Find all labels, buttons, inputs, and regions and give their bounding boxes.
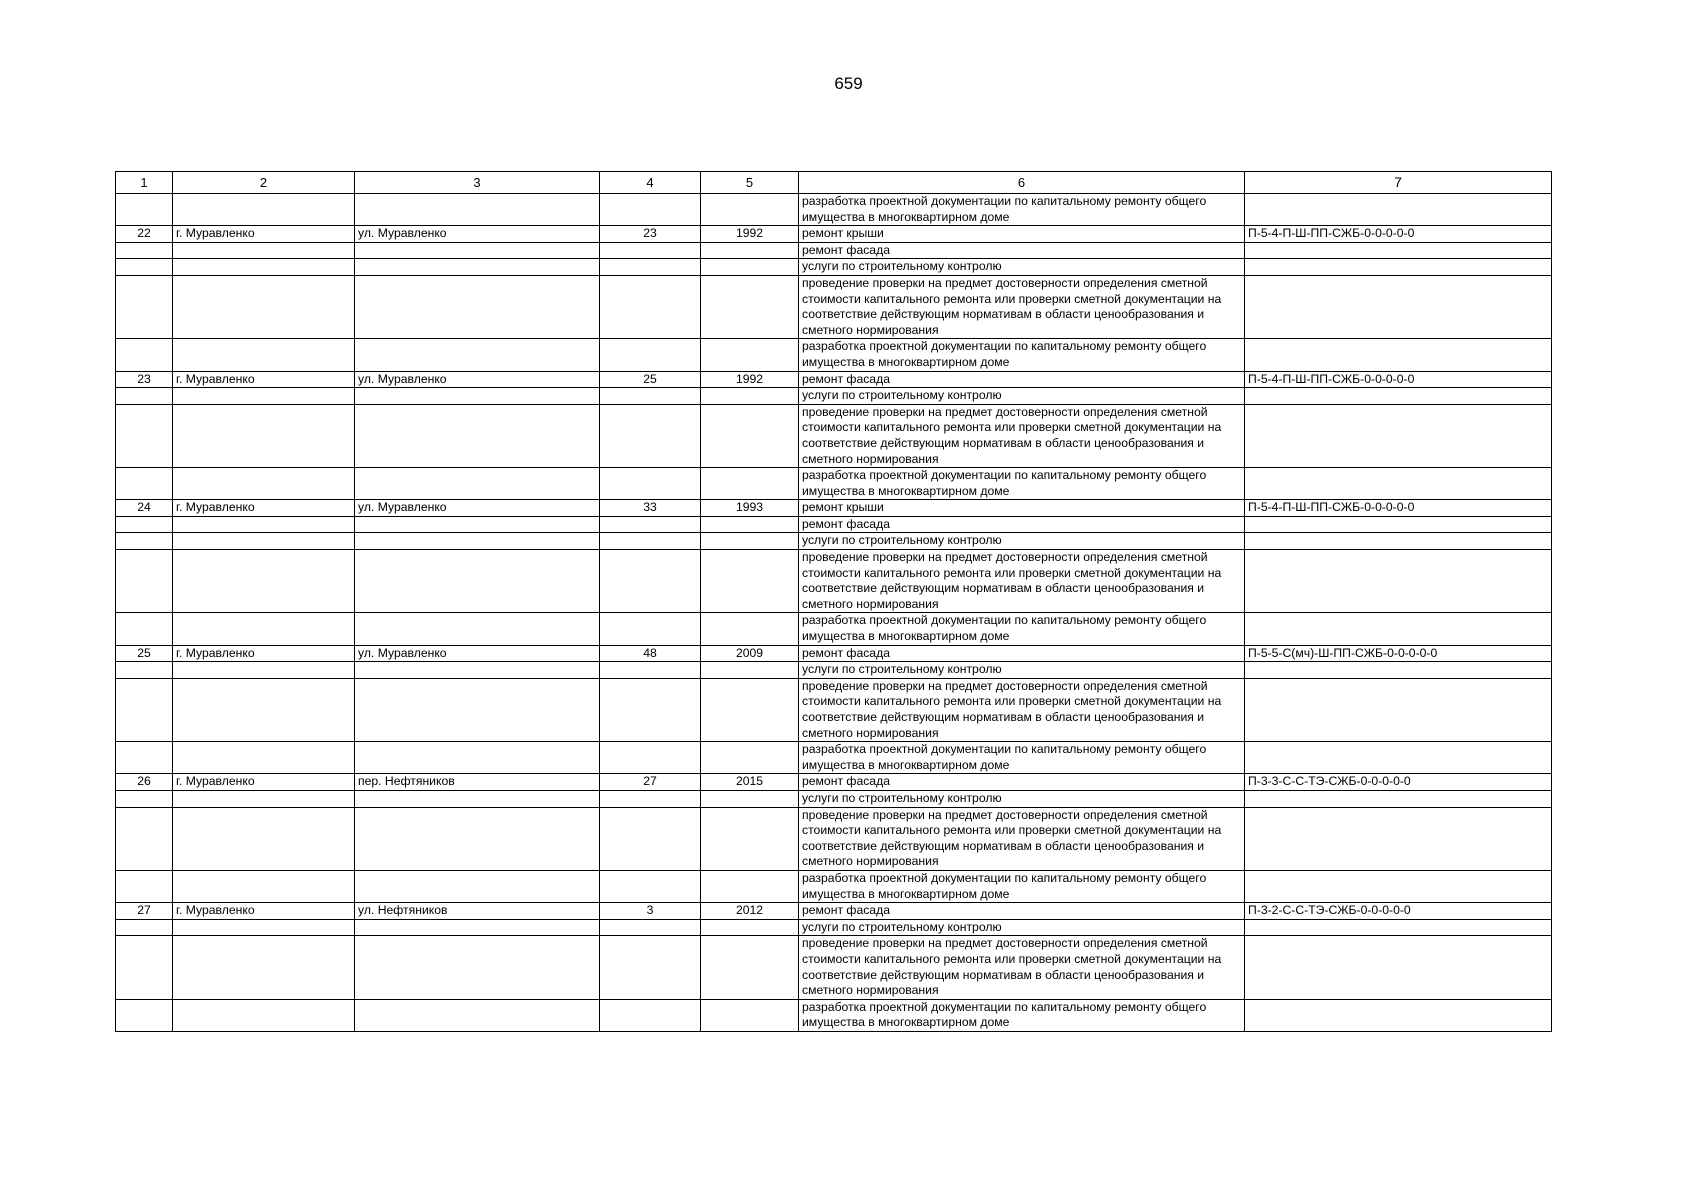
work-type-cell: услуги по строительному контролю	[799, 662, 1245, 679]
house-number-cell	[600, 194, 701, 226]
city-cell	[173, 275, 355, 338]
work-type-cell: проведение проверки на предмет достоверности определения сметной стоимости капитального ремонта или проверки сметной документации на соответствие действующим нормативам в области ценообразования и сметного нормирования	[799, 936, 1245, 999]
row-number-cell	[116, 662, 173, 679]
table-row	[116, 662, 1552, 679]
table-row	[116, 194, 1552, 226]
work-type-cell: ремонт фасада	[799, 903, 1245, 920]
city-cell	[173, 388, 355, 405]
work-type-cell: разработка проектной документации по капитальному ремонту общего имущества в многоквартирном доме	[799, 613, 1245, 645]
table-row	[116, 533, 1552, 550]
city-cell	[173, 870, 355, 902]
work-type-cell: проведение проверки на предмет достоверности определения сметной стоимости капитального ремонта или проверки сметной документации на соответствие действующим нормативам в области ценообразования и сметного нормирования	[799, 275, 1245, 338]
work-type-cell: ремонт фасада	[799, 774, 1245, 791]
table-row	[116, 516, 1552, 533]
street-cell	[355, 388, 600, 405]
city-cell	[173, 468, 355, 500]
house-number-cell	[600, 936, 701, 999]
header-cell-7: 7	[1245, 172, 1552, 194]
house-number-cell	[600, 275, 701, 338]
house-number-cell	[600, 742, 701, 774]
work-type-cell: разработка проектной документации по капитальному ремонту общего имущества в многоквартирном доме	[799, 999, 1245, 1031]
building-code-cell: П-3-3-С-С-ТЭ-СЖБ-0-0-0-0-0	[1245, 774, 1552, 791]
city-cell	[173, 550, 355, 613]
work-type-cell: ремонт фасада	[799, 371, 1245, 388]
year-cell	[701, 259, 799, 276]
row-number-cell	[116, 550, 173, 613]
street-cell	[355, 662, 600, 679]
header-cell-4: 4	[600, 172, 701, 194]
house-number-cell	[600, 999, 701, 1031]
building-code-cell	[1245, 936, 1552, 999]
year-cell	[701, 242, 799, 259]
year-cell	[701, 936, 799, 999]
street-cell	[355, 807, 600, 870]
house-number-cell	[600, 404, 701, 467]
building-code-cell: П-3-2-С-С-ТЭ-СЖБ-0-0-0-0-0	[1245, 903, 1552, 920]
row-number-cell: 26	[116, 774, 173, 791]
street-cell	[355, 259, 600, 276]
building-code-cell	[1245, 613, 1552, 645]
street-cell	[355, 870, 600, 902]
building-code-cell	[1245, 533, 1552, 550]
city-cell	[173, 790, 355, 807]
city-cell	[173, 242, 355, 259]
year-cell: 1992	[701, 226, 799, 243]
street-cell: ул. Муравленко	[355, 226, 600, 243]
street-cell	[355, 742, 600, 774]
house-number-cell	[600, 339, 701, 371]
work-type-cell: ремонт фасада	[799, 645, 1245, 662]
table-header-row	[116, 172, 1552, 194]
work-type-cell: проведение проверки на предмет достоверности определения сметной стоимости капитального ремонта или проверки сметной документации на соответствие действующим нормативам в области ценообразования и сметного нормирования	[799, 404, 1245, 467]
city-cell: г. Муравленко	[173, 903, 355, 920]
table-row	[116, 468, 1552, 500]
house-number-cell	[600, 468, 701, 500]
street-cell	[355, 999, 600, 1031]
building-code-cell: П-5-4-П-Ш-ПП-СЖБ-0-0-0-0-0	[1245, 500, 1552, 517]
street-cell	[355, 919, 600, 936]
work-type-cell: проведение проверки на предмет достоверности определения сметной стоимости капитального ремонта или проверки сметной документации на соответствие действующим нормативам в области ценообразования и сметного нормирования	[799, 550, 1245, 613]
table-row	[116, 870, 1552, 902]
city-cell	[173, 404, 355, 467]
row-number-cell	[116, 790, 173, 807]
row-number-cell	[116, 388, 173, 405]
row-number-cell: 22	[116, 226, 173, 243]
row-number-cell	[116, 259, 173, 276]
row-number-cell: 27	[116, 903, 173, 920]
work-type-cell: разработка проектной документации по капитальному ремонту общего имущества в многоквартирном доме	[799, 339, 1245, 371]
city-cell: г. Муравленко	[173, 500, 355, 517]
year-cell	[701, 339, 799, 371]
house-number-cell	[600, 259, 701, 276]
street-cell: ул. Муравленко	[355, 645, 600, 662]
work-type-cell: ремонт фасада	[799, 242, 1245, 259]
header-cell-1: 1	[116, 172, 173, 194]
street-cell	[355, 790, 600, 807]
house-number-cell: 27	[600, 774, 701, 791]
city-cell	[173, 999, 355, 1031]
street-cell: ул. Муравленко	[355, 371, 600, 388]
city-cell: г. Муравленко	[173, 774, 355, 791]
work-type-cell: услуги по строительному контролю	[799, 388, 1245, 405]
table-row	[116, 613, 1552, 645]
work-type-cell: услуги по строительному контролю	[799, 259, 1245, 276]
street-cell	[355, 550, 600, 613]
table-row	[116, 903, 1552, 920]
work-type-cell: проведение проверки на предмет достоверности определения сметной стоимости капитального ремонта или проверки сметной документации на соответствие действующим нормативам в области ценообразования и сметного нормирования	[799, 678, 1245, 741]
year-cell	[701, 662, 799, 679]
house-number-cell: 33	[600, 500, 701, 517]
building-code-cell	[1245, 468, 1552, 500]
page-number: 659	[834, 74, 863, 93]
table-row	[116, 275, 1552, 338]
building-code-cell	[1245, 242, 1552, 259]
year-cell: 1992	[701, 371, 799, 388]
city-cell	[173, 742, 355, 774]
building-code-cell	[1245, 919, 1552, 936]
house-number-cell	[600, 790, 701, 807]
work-type-cell: разработка проектной документации по капитальному ремонту общего имущества в многоквартирном доме	[799, 194, 1245, 226]
row-number-cell	[116, 919, 173, 936]
work-type-cell: ремонт крыши	[799, 226, 1245, 243]
city-cell: г. Муравленко	[173, 645, 355, 662]
row-number-cell	[116, 468, 173, 500]
table-row	[116, 807, 1552, 870]
row-number-cell	[116, 404, 173, 467]
city-cell	[173, 194, 355, 226]
building-code-cell	[1245, 870, 1552, 902]
street-cell	[355, 404, 600, 467]
row-number-cell	[116, 339, 173, 371]
work-type-cell: проведение проверки на предмет достоверности определения сметной стоимости капитального ремонта или проверки сметной документации на соответствие действующим нормативам в области ценообразования и сметного нормирования	[799, 807, 1245, 870]
house-number-cell	[600, 533, 701, 550]
street-cell: ул. Муравленко	[355, 500, 600, 517]
year-cell: 2012	[701, 903, 799, 920]
year-cell	[701, 919, 799, 936]
street-cell: ул. Нефтяников	[355, 903, 600, 920]
street-cell	[355, 613, 600, 645]
street-cell	[355, 533, 600, 550]
building-code-cell	[1245, 388, 1552, 405]
street-cell	[355, 516, 600, 533]
row-number-cell	[116, 275, 173, 338]
table-row	[116, 999, 1552, 1031]
year-cell	[701, 790, 799, 807]
street-cell	[355, 339, 600, 371]
repair-registry-table	[115, 171, 1552, 1032]
building-code-cell	[1245, 662, 1552, 679]
street-cell	[355, 242, 600, 259]
building-code-cell	[1245, 339, 1552, 371]
row-number-cell	[116, 516, 173, 533]
table-row	[116, 645, 1552, 662]
table-row	[116, 774, 1552, 791]
row-number-cell	[116, 533, 173, 550]
year-cell	[701, 870, 799, 902]
building-code-cell	[1245, 516, 1552, 533]
year-cell: 1993	[701, 500, 799, 517]
building-code-cell: П-5-4-П-Ш-ПП-СЖБ-0-0-0-0-0	[1245, 371, 1552, 388]
work-type-cell: разработка проектной документации по капитальному ремонту общего имущества в многоквартирном доме	[799, 870, 1245, 902]
city-cell	[173, 259, 355, 276]
header-cell-6: 6	[799, 172, 1245, 194]
street-cell	[355, 194, 600, 226]
house-number-cell: 3	[600, 903, 701, 920]
year-cell: 2015	[701, 774, 799, 791]
building-code-cell	[1245, 404, 1552, 467]
year-cell	[701, 516, 799, 533]
row-number-cell	[116, 999, 173, 1031]
year-cell	[701, 678, 799, 741]
house-number-cell	[600, 919, 701, 936]
row-number-cell: 23	[116, 371, 173, 388]
table-row	[116, 339, 1552, 371]
row-number-cell	[116, 742, 173, 774]
table-body	[116, 172, 1552, 1032]
year-cell	[701, 275, 799, 338]
city-cell	[173, 662, 355, 679]
street-cell	[355, 936, 600, 999]
year-cell	[701, 533, 799, 550]
building-code-cell	[1245, 275, 1552, 338]
row-number-cell	[116, 242, 173, 259]
street-cell	[355, 678, 600, 741]
house-number-cell	[600, 870, 701, 902]
city-cell	[173, 516, 355, 533]
house-number-cell: 25	[600, 371, 701, 388]
table-row	[116, 388, 1552, 405]
work-type-cell: услуги по строительному контролю	[799, 533, 1245, 550]
row-number-cell	[116, 194, 173, 226]
year-cell	[701, 468, 799, 500]
table-row	[116, 919, 1552, 936]
table-row	[116, 790, 1552, 807]
table-row	[116, 742, 1552, 774]
header-cell-3: 3	[355, 172, 600, 194]
house-number-cell	[600, 242, 701, 259]
city-cell	[173, 919, 355, 936]
city-cell	[173, 613, 355, 645]
city-cell	[173, 533, 355, 550]
year-cell	[701, 388, 799, 405]
street-cell: пер. Нефтяников	[355, 774, 600, 791]
work-type-cell: услуги по строительному контролю	[799, 790, 1245, 807]
street-cell	[355, 275, 600, 338]
year-cell	[701, 742, 799, 774]
year-cell	[701, 404, 799, 467]
year-cell	[701, 807, 799, 870]
work-type-cell: ремонт фасада	[799, 516, 1245, 533]
street-cell	[355, 468, 600, 500]
row-number-cell	[116, 613, 173, 645]
city-cell: г. Муравленко	[173, 371, 355, 388]
building-code-cell	[1245, 807, 1552, 870]
table-row	[116, 259, 1552, 276]
city-cell	[173, 678, 355, 741]
year-cell	[701, 550, 799, 613]
house-number-cell	[600, 678, 701, 741]
table-row	[116, 678, 1552, 741]
year-cell	[701, 194, 799, 226]
work-type-cell: разработка проектной документации по капитальному ремонту общего имущества в многоквартирном доме	[799, 742, 1245, 774]
year-cell: 2009	[701, 645, 799, 662]
table-row	[116, 371, 1552, 388]
table-row	[116, 404, 1552, 467]
building-code-cell	[1245, 259, 1552, 276]
year-cell	[701, 999, 799, 1031]
building-code-cell	[1245, 550, 1552, 613]
header-cell-5: 5	[701, 172, 799, 194]
row-number-cell	[116, 870, 173, 902]
row-number-cell: 24	[116, 500, 173, 517]
house-number-cell: 48	[600, 645, 701, 662]
house-number-cell	[600, 807, 701, 870]
building-code-cell: П-5-4-П-Ш-ПП-СЖБ-0-0-0-0-0	[1245, 226, 1552, 243]
work-type-cell: разработка проектной документации по капитальному ремонту общего имущества в многоквартирном доме	[799, 468, 1245, 500]
city-cell	[173, 936, 355, 999]
year-cell	[701, 613, 799, 645]
row-number-cell	[116, 936, 173, 999]
house-number-cell	[600, 613, 701, 645]
work-type-cell: ремонт крыши	[799, 500, 1245, 517]
building-code-cell: П-5-5-С(мч)-Ш-ПП-СЖБ-0-0-0-0-0	[1245, 645, 1552, 662]
house-number-cell	[600, 388, 701, 405]
table-row	[116, 226, 1552, 243]
house-number-cell	[600, 550, 701, 613]
building-code-cell	[1245, 678, 1552, 741]
building-code-cell	[1245, 790, 1552, 807]
building-code-cell	[1245, 194, 1552, 226]
city-cell	[173, 339, 355, 371]
city-cell	[173, 807, 355, 870]
house-number-cell: 23	[600, 226, 701, 243]
row-number-cell	[116, 807, 173, 870]
house-number-cell	[600, 662, 701, 679]
header-cell-2: 2	[173, 172, 355, 194]
table-row	[116, 500, 1552, 517]
row-number-cell: 25	[116, 645, 173, 662]
table-row	[116, 936, 1552, 999]
row-number-cell	[116, 678, 173, 741]
table-row	[116, 242, 1552, 259]
building-code-cell	[1245, 999, 1552, 1031]
city-cell: г. Муравленко	[173, 226, 355, 243]
work-type-cell: услуги по строительному контролю	[799, 919, 1245, 936]
building-code-cell	[1245, 742, 1552, 774]
table-row	[116, 550, 1552, 613]
house-number-cell	[600, 516, 701, 533]
